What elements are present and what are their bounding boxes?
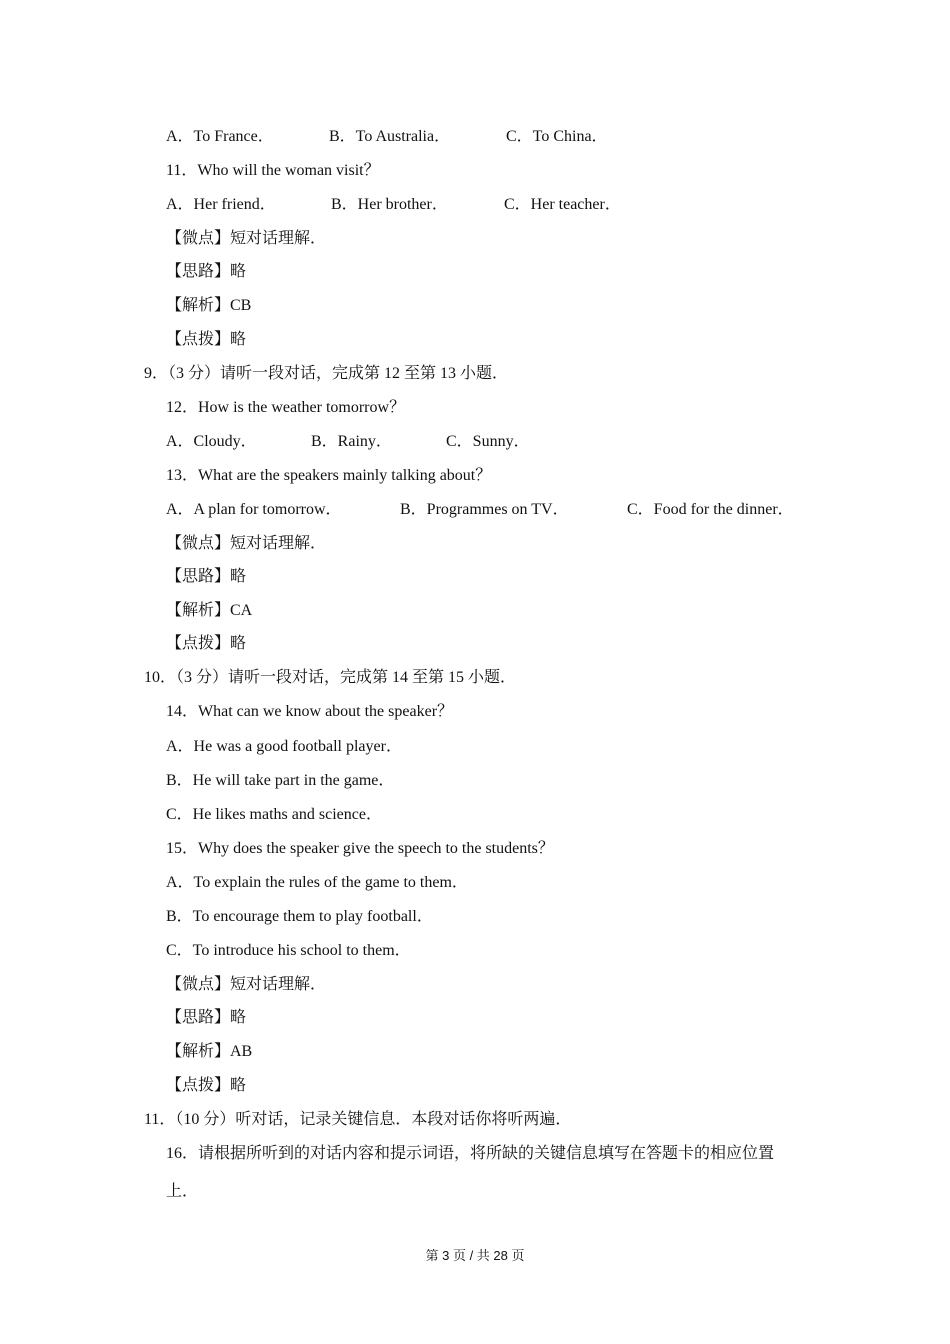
option-c: C．To introduce his school to them． <box>166 942 411 959</box>
question-11: 11．Who will the woman visit？ <box>166 162 380 179</box>
option-b: B．Programmes on TV． <box>400 501 569 518</box>
option-c: C．Her teacher． <box>504 196 621 213</box>
option-c: C．Sunny． <box>446 433 530 450</box>
question-13: 13．What are the speakers mainly talking about？ <box>166 467 492 484</box>
dianbo-note: 【点拨】略 <box>166 331 247 348</box>
question-14: 14．What can we know about the speaker？ <box>166 703 454 720</box>
question-15: 15．Why does the speaker give the speech to the students？ <box>166 840 554 857</box>
question-12: 12．How is the weather tomorrow？ <box>166 399 406 416</box>
option-c: C．To China． <box>506 128 608 145</box>
section-9-header: 9．（3 分）请听一段对话，完成第 12 至第 13 小题． <box>144 365 509 382</box>
option-c: C．Food for the dinner． <box>627 501 794 518</box>
page-footer <box>0 1247 950 1265</box>
dianbo-note: 【点拨】略 <box>166 1077 247 1094</box>
silu-note: 【思路】略 <box>166 1009 247 1026</box>
section-10-header: 10．（3 分）请听一段对话，完成第 14 至第 15 小题． <box>144 669 517 686</box>
option-b: B．Rainy． <box>311 433 392 450</box>
option-a: A．To France． <box>166 128 274 145</box>
option-c: C．He likes maths and science． <box>166 806 382 823</box>
silu-note: 【思路】略 <box>166 263 247 280</box>
option-a: A．Her friend． <box>166 196 276 213</box>
weidian-note: 【微点】短对话理解． <box>166 230 327 247</box>
page-number: 第 3 页 / 共 28 页 <box>425 1248 525 1263</box>
jiexi-note: 【解析】CA <box>166 602 253 619</box>
question-16-continuation: 上． <box>166 1183 199 1200</box>
option-b: B．Her brother． <box>331 196 448 213</box>
option-b: B．To encourage them to play football． <box>166 908 433 925</box>
weidian-note: 【微点】短对话理解． <box>166 976 327 993</box>
section-11-header: 11．（10 分）听对话，记录关键信息．本段对话你将听两遍． <box>144 1111 572 1128</box>
weidian-note: 【微点】短对话理解． <box>166 535 327 552</box>
option-a: A．Cloudy． <box>166 433 257 450</box>
dianbo-note: 【点拨】略 <box>166 635 247 652</box>
option-b: B．To Australia． <box>329 128 451 145</box>
silu-note: 【思路】略 <box>166 568 247 585</box>
jiexi-note: 【解析】AB <box>166 1043 253 1060</box>
option-a: A．He was a good football player． <box>166 738 402 755</box>
option-a: A．A plan for tomorrow． <box>166 501 342 518</box>
option-a: A．To explain the rules of the game to them． <box>166 874 468 891</box>
option-b: B．He will take part in the game． <box>166 772 395 789</box>
jiexi-note: 【解析】CB <box>166 297 252 314</box>
question-16: 16．请根据所听到的对话内容和提示词语，将所缺的关键信息填写在答题卡的相应位置 <box>166 1145 775 1162</box>
